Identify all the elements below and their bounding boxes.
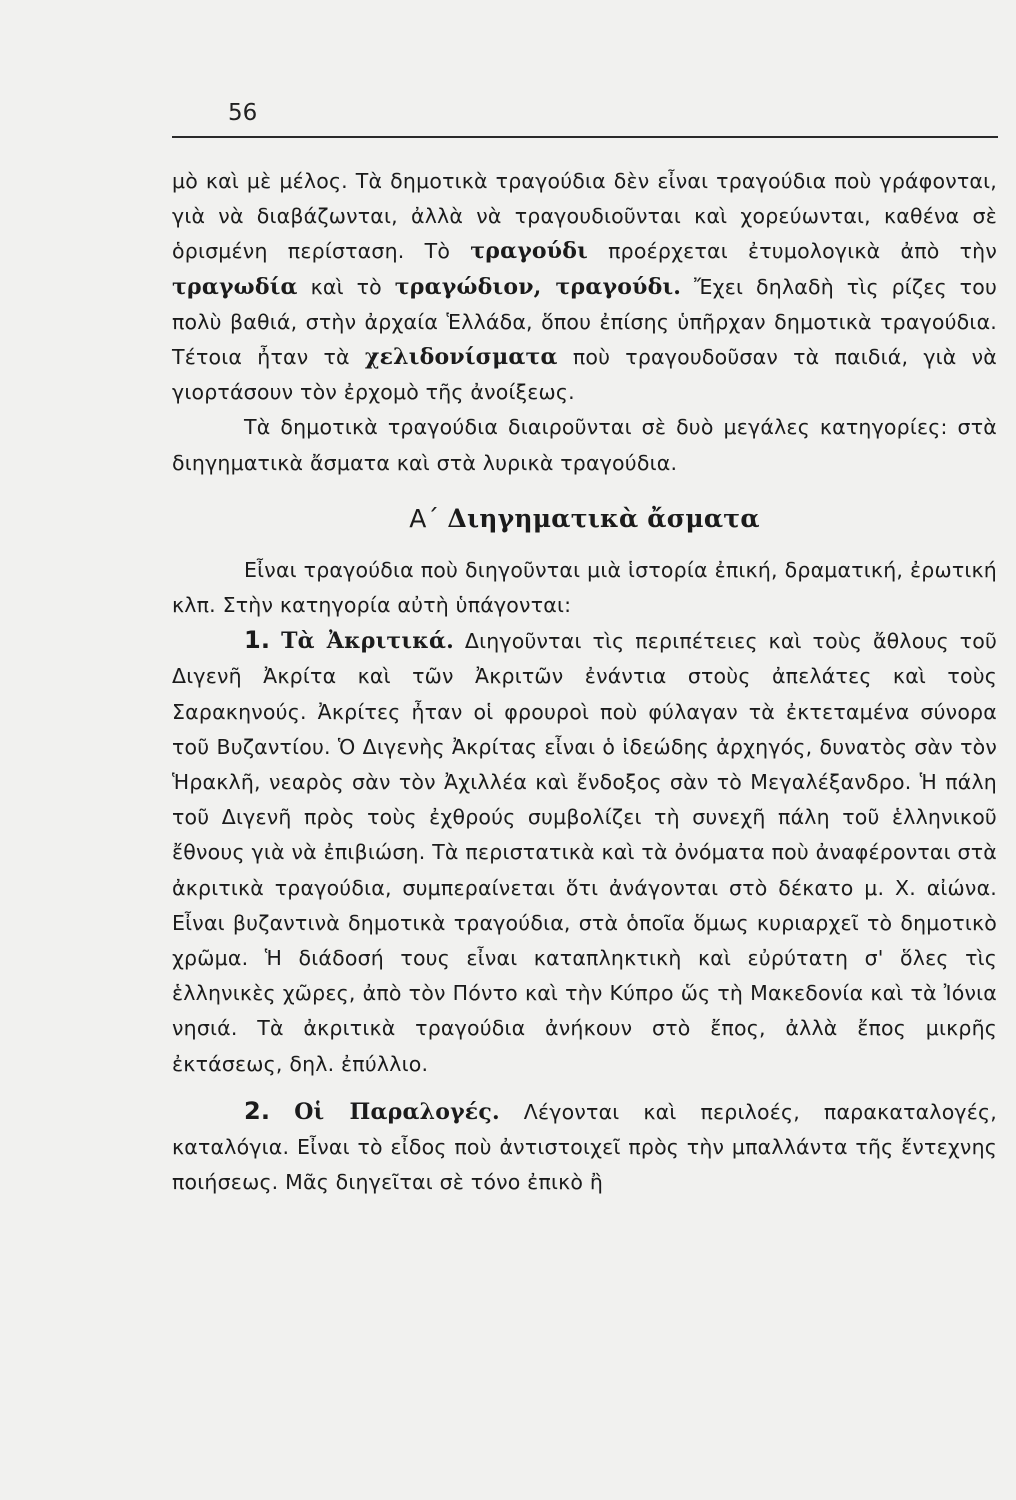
intro-text-3: καὶ τὸ: [310, 274, 382, 299]
paragraph-definition: Εἶναι τραγούδια ποὺ διηγοῦνται μιὰ ἱστορία ἐπική, δραματική, ἐρωτική κλπ. Στὴν κατηγορία αὐτὴ ὑπάγονται:: [172, 557, 997, 618]
term-tragodion: τραγώδιον, τραγούδι.: [394, 273, 682, 300]
term-tragodia: τραγωδία: [172, 273, 298, 300]
intro-text-4: Ἔχει δηλαδὴ τὶς ρίζες του πολὺ βαθιά, στὴν ἀρχαία Ἑλλάδα, ὅπου ἐπίσης ὑπῆρχαν δημοτικὰ τραγούδια. Τέτοια ἦταν τὰ: [172, 274, 998, 370]
item-title: Τὰ Ἀκριτικά.: [281, 628, 454, 655]
item-text: Διηγοῦνται τὶς περιπέτειες καὶ τοὺς ἄθλους τοῦ Διγενῆ Ἀκρίτα καὶ τῶν Ἀκριτῶν ἐνάντια στοὺς ἀπελάτες καὶ τοὺς Σαρακηνούς. Ἀκρίτες ἦταν οἱ φρουροὶ ποὺ φύλαγαν τὰ ἐκτεταμένα σύνορα τοῦ Βυζαντίου. Ὁ Διγενὴς Ἀκρίτας εἶναι ὁ ἰδεώδης ἀρχηγός, δυνατὸς σὰν τὸν Ἡρακλῆ, νεαρὸς σὰν τὸν Ἀχιλλέα καὶ ἔνδοξος σὰν τὸ Μεγαλέξανδρο. Ἡ πάλη τοῦ Διγενῆ πρὸς τοὺς ἐχθρούς συμβολίζει τὴ συνεχῆ πάλη τοῦ ἑλληνικοῦ ἔθνους γιὰ νὰ ἐπιβιώση. Τὰ περιστατικὰ καὶ τὰ ὀνόματα ποὺ ἀναφέρονται στὰ ἀκριτικὰ τραγούδια, συμπεραίνεται ὅτι ἀνάγονται στὸ δέκατο μ. Χ. αἰώνα. Εἶναι βυζαντινὰ δημοτικὰ τραγούδια, στὰ ὁποῖα ὅμως κυριαρχεῖ τὸ δημοτικὸ χρῶμα. Ἡ διάδοσή τους εἶναι καταπληκτικὴ καὶ εὐρύτατη σ' ὅλες τὶς ἑλληνικὲς χῶρες, ἀπὸ τὸν Πόντο καὶ τὴν Κύπρο ὥς τὴ Μακεδονία καὶ τὰ Ἰόνια νησιά. Τὰ ἀκριτικὰ τραγούδια ἀνήκουν στὸ ἔπος, ἀλλὰ ἔπος μικρῆς ἐκτάσεως, δηλ. ἐπύλλιο.: [172, 629, 998, 1076]
paragraph-categories: Τὰ δημοτικὰ τραγούδια διαιροῦνται σὲ δυὸ μεγάλες κατηγορίες: στὰ διηγηματικὰ ἄσματα καὶ στὰ λυρικὰ τραγούδια.: [172, 415, 997, 475]
intro-text-2: προέρχεται ἐτυμολογικὰ ἀπὸ τὴν: [608, 239, 998, 264]
item-number: 2.: [244, 1096, 271, 1125]
section-title: Διηγηματικὰ ἄσματα: [447, 503, 760, 533]
term-tragoudi: τραγούδι: [470, 238, 588, 265]
intro-text-5: ποὺ τραγουδοῦσαν τὰ παιδιά, γιὰ νὰ γιορτάσουν τὸν ἐρχομὸ τῆς ἀνοίξεως.: [172, 345, 998, 405]
item-paraloges: [172, 1094, 997, 1201]
section-heading: [172, 501, 997, 537]
section-prefix: Α΄: [409, 503, 440, 533]
term-chelidonismata: χελιδονίσματα: [364, 344, 558, 371]
header-rule: [172, 136, 998, 138]
intro-text-1: μὸ καὶ μὲ μέλος. Τὰ δημοτικὰ τραγούδια δὲν εἶναι τραγούδια ποὺ γράφονται, γιὰ νὰ διαβάζωνται, ἀλλὰ νὰ τραγουδιοῦνται καὶ χορεύωνται, καθένα σὲ ὁρισμένη περίσταση. Τὸ: [172, 169, 997, 264]
body-text: [172, 164, 997, 1200]
paragraph-intro: [172, 164, 997, 410]
item-akritika: [172, 623, 997, 1082]
item-number: 1.: [244, 626, 271, 655]
page-number: 56: [228, 100, 258, 126]
item-text: Λέγονται καὶ περιλοές, παρακαταλογές, καταλόγια. Εἶναι τὸ εἶδος ποὺ ἀντιστοιχεῖ πρὸς τὴν μπαλλάντα τῆς ἔντεχνης ποιήσεως. Μᾶς διηγεῖται σὲ τόνο ἐπικὸ ἢ: [172, 1099, 997, 1195]
item-title: Οἱ Παραλογές.: [294, 1098, 500, 1125]
